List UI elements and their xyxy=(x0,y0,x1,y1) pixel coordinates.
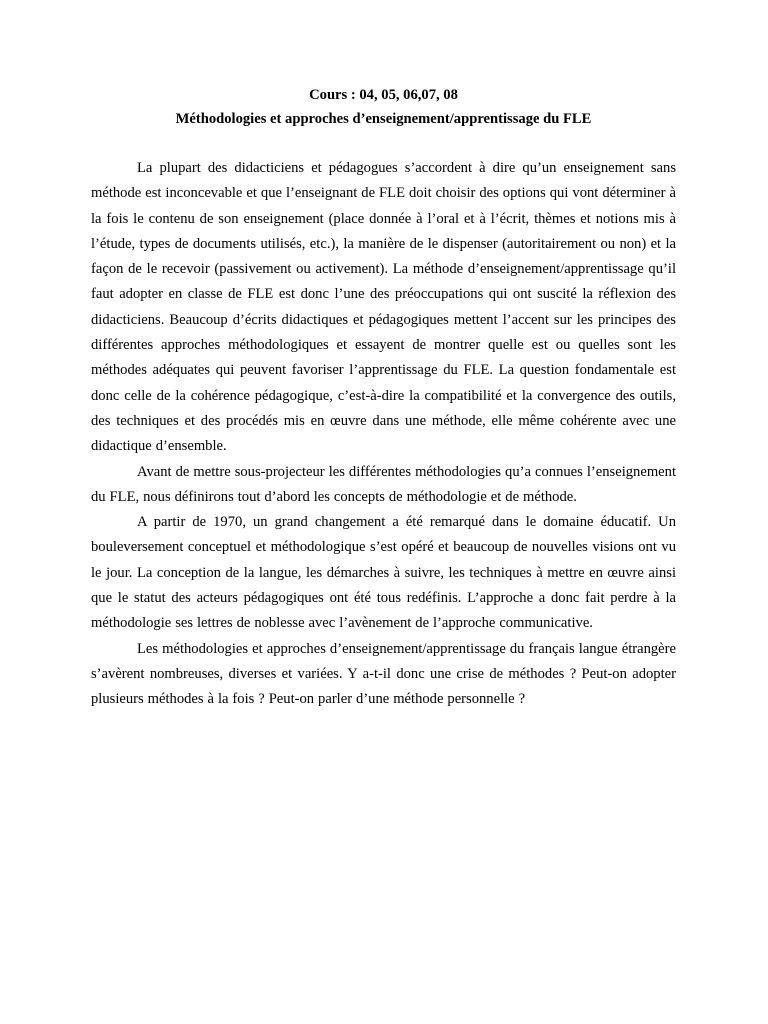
document-subtitle: Méthodologies et approches d’enseignement/apprentissage du FLE xyxy=(175,111,592,127)
paragraph-definitions: Avant de mettre sous-projecteur les différentes méthodologies qu’a connues l’enseignement du FLE, nous définirons tout d’abord les concepts de méthodologie et de méthode. xyxy=(91,463,676,505)
paragraph-1970-change: A partir de 1970, un grand changement a été remarqué dans le domaine éducatif. Un bouleversement conceptuel et méthodologique s’est opéré et beaucoup de nouvelles visions ont vu le jour. La conception de la langue, les démarches à suivre, les techniques à mettre en œuvre ainsi que le statut des acteurs pédagogiques ont été tous redéfinis. L’approche a donc fait perdre à la méthodologie ses lettres de noblesse avec l’avènement de l’approche communicative. xyxy=(91,514,676,632)
course-title: Cours : 04, 05, 06,07, 08 xyxy=(309,87,458,103)
paragraph-intro: La plupart des didacticiens et pédagogues s’accordent à dire qu’un enseignement sans méthode est inconcevable et que l’enseignant de FLE doit choisir des options qui vont déterminer à la fois le contenu de son enseignement (place donnée à l’oral et à l’écrit, thèmes et notions mis à l’étude, types de documents utilisés, etc.), la manière de le dispenser (autoritairement ou non) et la façon de le recevoir (passivement ou activement). La méthode d’enseignement/apprentissage qu’il faut adopter en classe de FLE est donc l’une des préoccupations qui ont suscité la réflexion des didacticiens. Beaucoup d’écrits didactiques et pédagogiques mettent l’accent sur les principes des différentes approches méthodologiques et essayent de montrer quelle est ou quelles sont les méthodes adéquates qui peuvent favoriser l’apprentissage du FLE. La question fondamentale est donc celle de la cohérence pédagogique, c’est-à-dire la compatibilité et la convergence des outils, des techniques et des procédés mis en œuvre dans une méthode, elle même cohérente avec une didactique d’ensemble. xyxy=(91,160,676,455)
paragraph-questions: Les méthodologies et approches d’enseignement/apprentissage du français langue étrangère s’avèrent nombreuses, diverses et variées. Y a-t-il donc une crise de méthodes ? Peut-on adopter plusieurs méthodes à la fois ? Peut-on parler d’une méthode personnelle ? xyxy=(91,640,676,708)
document-page xyxy=(91,84,676,713)
document-body xyxy=(91,156,676,713)
